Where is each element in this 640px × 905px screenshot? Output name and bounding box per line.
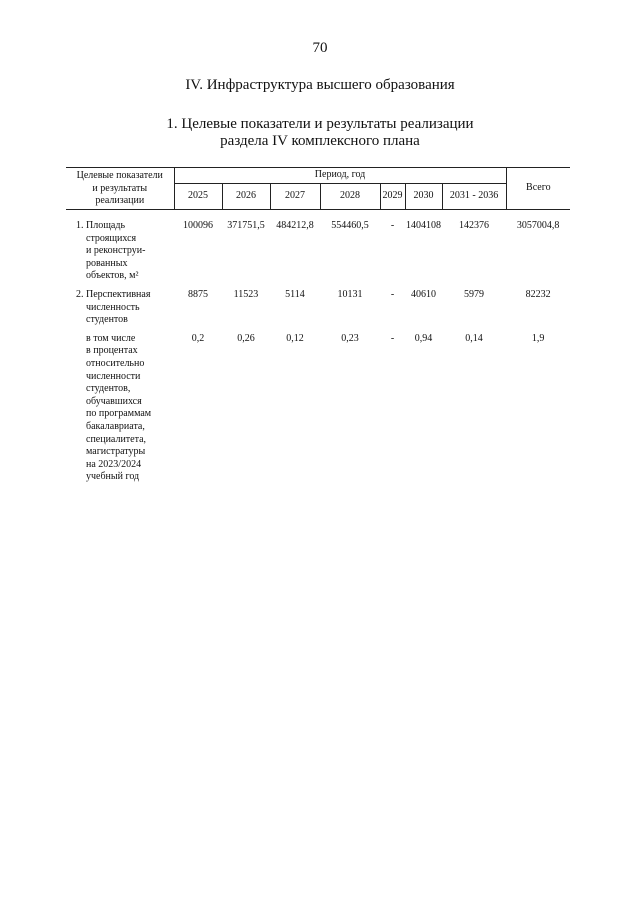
table-cell: 0,2 <box>191 332 205 344</box>
header-indicator: Целевые показатели и результаты реализации <box>66 168 174 210</box>
subsection-title <box>0 116 640 150</box>
header-year: 2027 <box>270 184 320 210</box>
table-cell: - <box>390 220 395 231</box>
table-cell: 484212,8 <box>276 220 314 231</box>
header-period: Период, год <box>174 168 506 184</box>
table-cell: 5114 <box>285 288 305 300</box>
subsection-title-line-2: раздела IV комплексного плана <box>220 133 420 149</box>
table-cell: 8875 <box>188 288 208 300</box>
table-cell: 0,26 <box>237 332 255 344</box>
table-cell: 371751,5 <box>227 220 265 231</box>
header-year: 2031 - 2036 <box>442 184 506 210</box>
total-cell: 1,9 <box>531 332 545 344</box>
table-cell: 11523 <box>233 288 259 300</box>
table-cell: 1404108 <box>406 220 441 231</box>
table-cell: 0,14 <box>465 332 483 344</box>
row-label: Площадь строящихся и реконструи- рованных объектов, м² <box>86 220 146 282</box>
header-year: 2030 <box>405 184 442 210</box>
table-cell: 10131 <box>337 288 363 300</box>
table-cell: 0,23 <box>341 332 359 344</box>
table-row <box>66 333 570 484</box>
table-cell: 554460,5 <box>331 220 369 231</box>
table-cell: - <box>390 288 395 300</box>
section-title: IV. Инфраструктура высшего образования <box>185 77 455 93</box>
table-row <box>66 289 570 327</box>
total-cell: 3057004,8 <box>516 220 560 231</box>
row-label: в том числе в процентах относительно численности студентов, обучавшихся по программам бакалавриата, специалитета, магистратуры на 2023/2024 учебный год <box>86 332 152 483</box>
row-number <box>66 333 86 484</box>
table-cell: 100096 <box>183 220 213 231</box>
table-cell: 5979 <box>464 288 485 300</box>
row-number: 2. <box>76 288 84 300</box>
subsection-title-line-1: 1. Целевые показатели и результаты реализации <box>166 116 474 132</box>
header-year: 2029 <box>380 184 405 210</box>
table-cell: 40610 <box>411 288 436 300</box>
table-cell: - <box>390 332 395 344</box>
table-row <box>66 220 570 283</box>
header-year: 2025 <box>174 184 222 210</box>
header-total: Всего <box>506 168 570 210</box>
row-number: 1. <box>76 220 84 231</box>
table-cell: 0,94 <box>414 332 433 344</box>
table-cell: 0,12 <box>286 332 304 344</box>
total-cell: 82232 <box>525 288 551 300</box>
row-label: Перспективная численность студентов <box>86 288 151 326</box>
page-number: 70 <box>312 40 328 56</box>
table-cell: 142376 <box>459 220 490 231</box>
header-year: 2028 <box>320 184 380 210</box>
header-year: 2026 <box>222 184 270 210</box>
indicators-table <box>66 167 570 484</box>
